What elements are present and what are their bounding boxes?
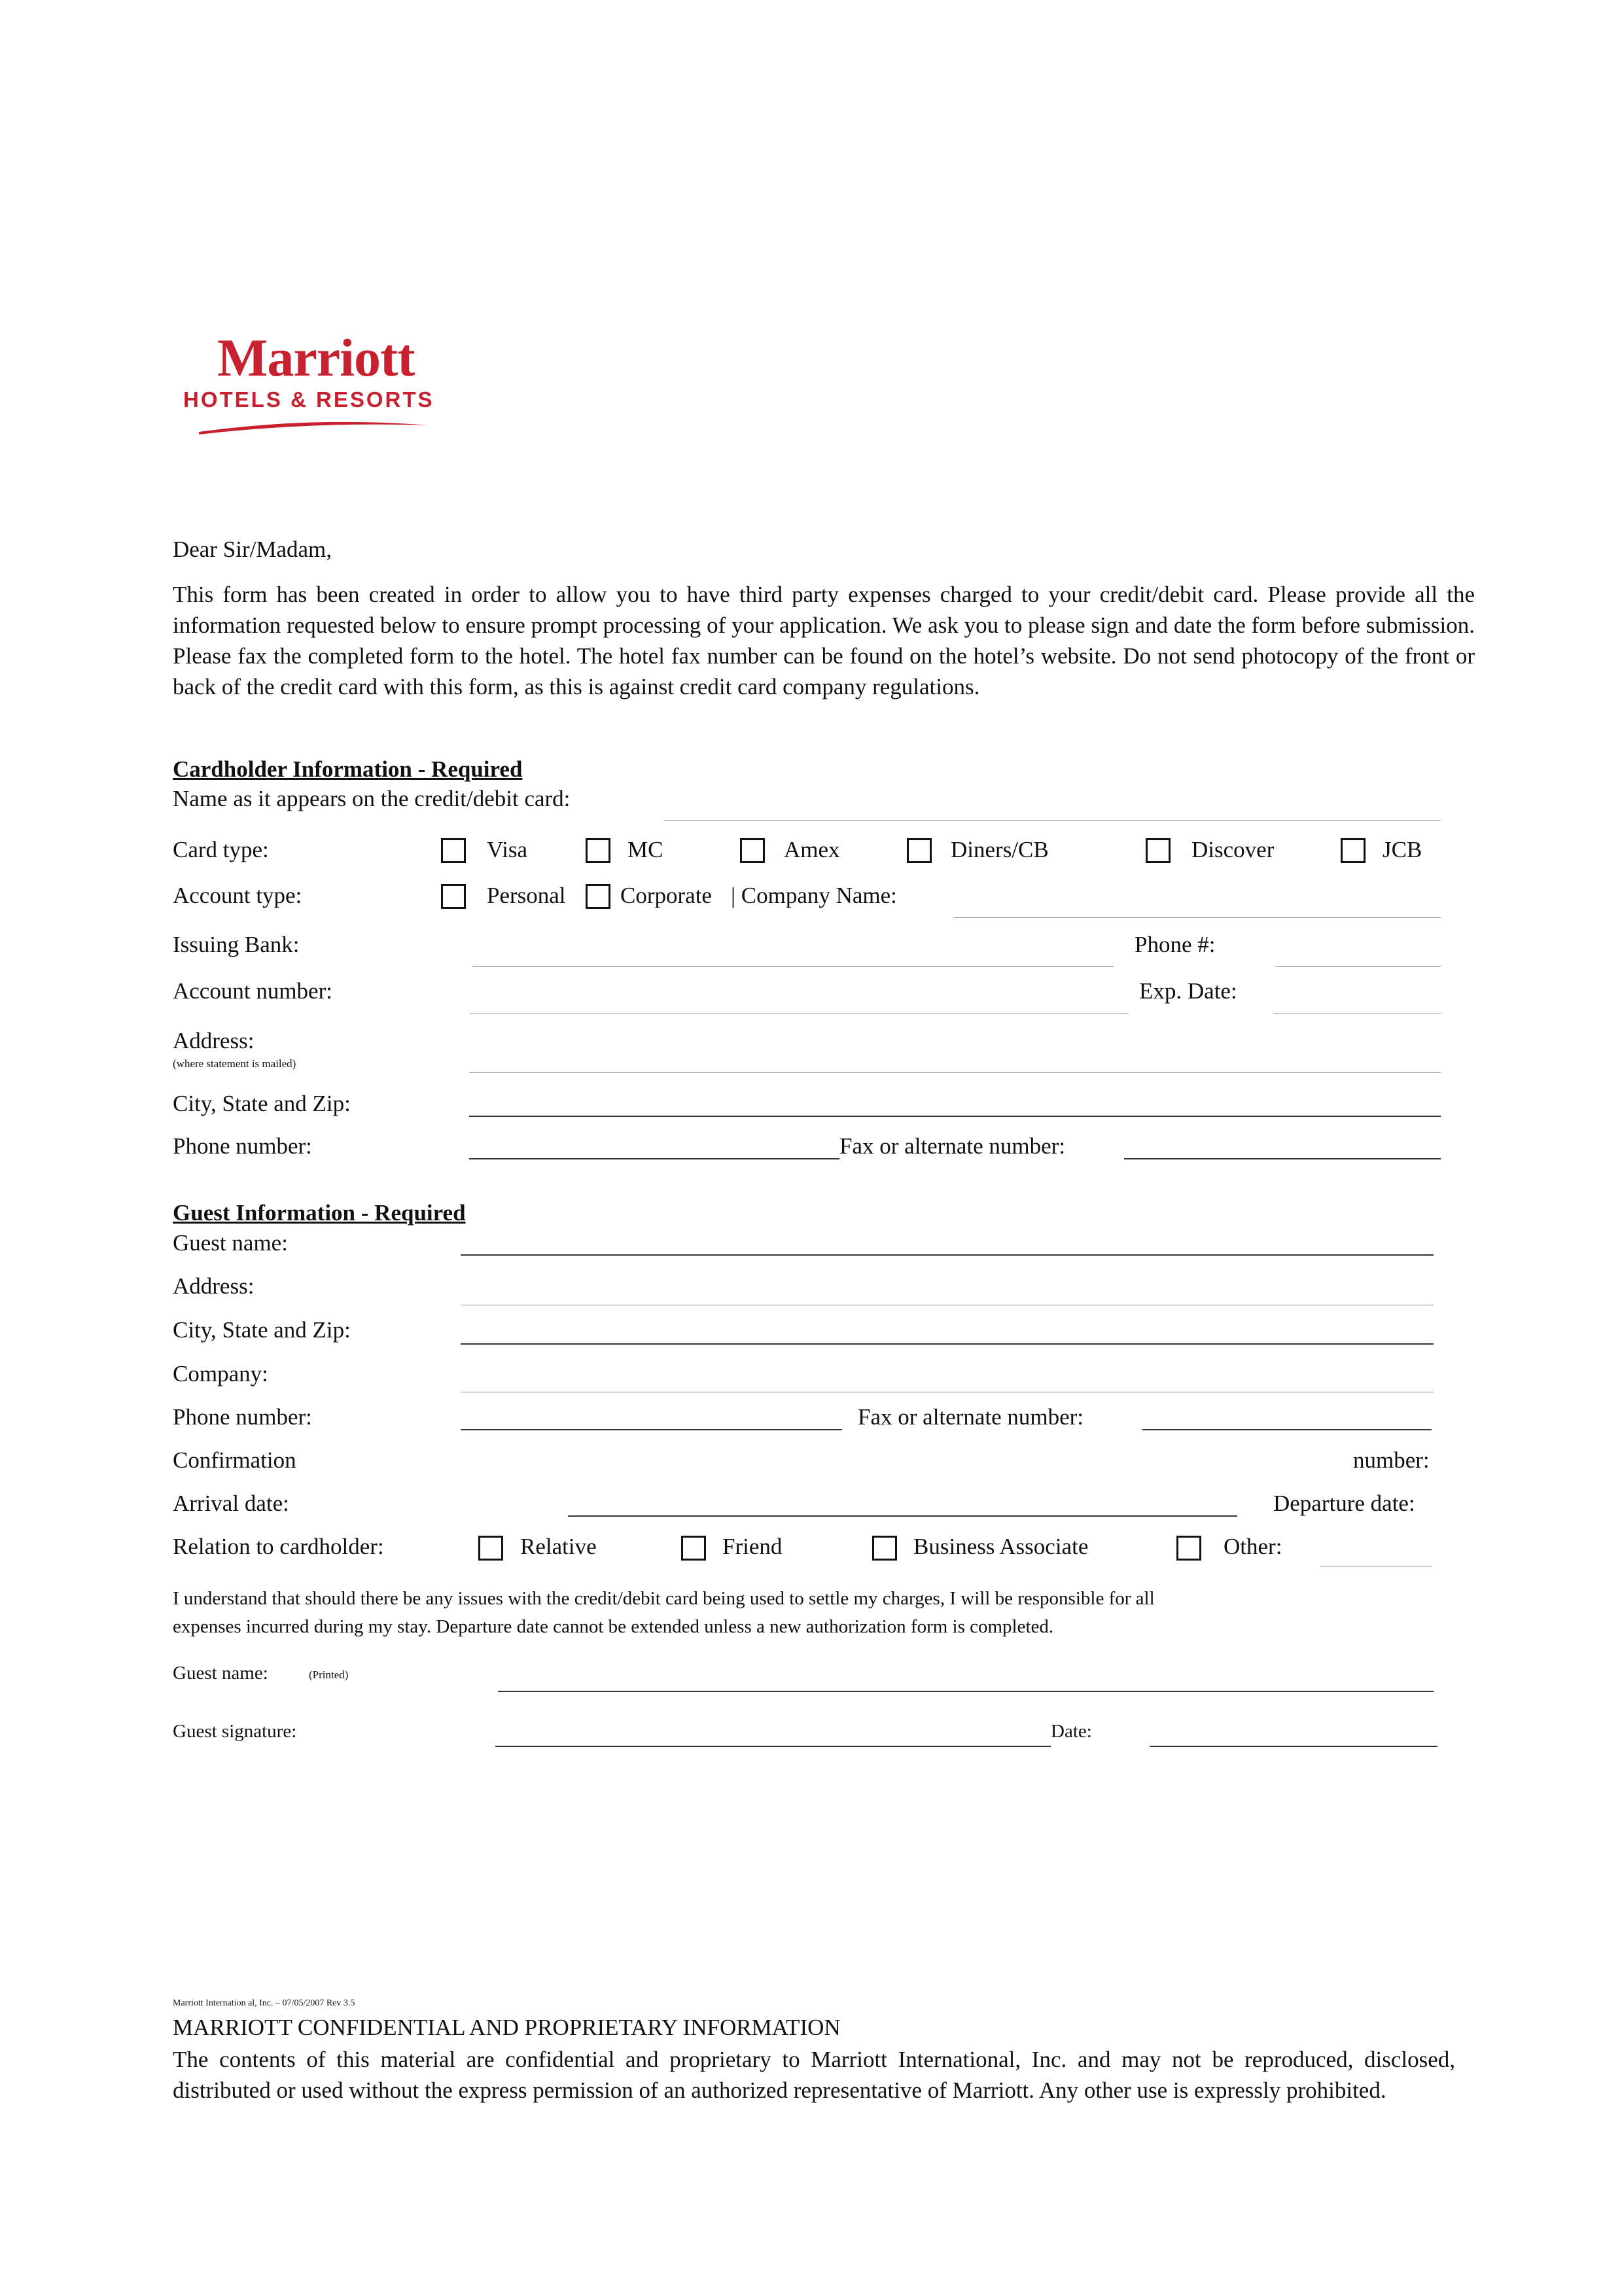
- salutation: Dear Sir/Madam,: [173, 537, 332, 562]
- signature-date-field[interactable]: [1150, 1746, 1437, 1747]
- cardholder-city-field[interactable]: [469, 1116, 1441, 1117]
- issuing-bank-label: Issuing Bank:: [173, 932, 300, 957]
- card-type-label: Card type:: [173, 837, 269, 862]
- relative-label: Relative: [520, 1534, 597, 1559]
- confidential-title: MARRIOTT CONFIDENTIAL AND PROPRIETARY INFORMATION: [173, 2015, 841, 2040]
- amex-label: Amex: [784, 837, 840, 862]
- exp-date-label: Exp. Date:: [1139, 978, 1237, 1004]
- guest-phone-field[interactable]: [461, 1429, 842, 1430]
- guest-name-field[interactable]: [461, 1254, 1434, 1256]
- responsibility-statement-line2: expenses incurred during my stay. Departure date cannot be extended unless a new authorization form is completed.: [173, 1616, 1054, 1637]
- other-label: Other:: [1224, 1534, 1282, 1559]
- guest-company-label: Company:: [173, 1361, 268, 1386]
- guest-heading: Guest Information - Required: [173, 1200, 466, 1226]
- jcb-checkbox[interactable]: [1341, 838, 1366, 863]
- phone-label: Phone number:: [173, 1133, 312, 1159]
- guest-city-label: City, State and Zip:: [173, 1317, 351, 1343]
- signature-label: Guest signature:: [173, 1721, 297, 1742]
- cardholder-address-field[interactable]: [469, 1072, 1441, 1073]
- arrival-label: Arrival date:: [173, 1491, 289, 1516]
- guest-city-field[interactable]: [461, 1343, 1434, 1345]
- business-associate-label: Business Associate: [913, 1534, 1089, 1559]
- visa-label: Visa: [487, 837, 528, 862]
- printed-note: (Printed): [309, 1669, 349, 1681]
- cardholder-fax-field[interactable]: [1124, 1158, 1441, 1159]
- logo-wordmark: Marriott: [217, 328, 415, 387]
- discover-label: Discover: [1191, 837, 1275, 862]
- discover-checkbox[interactable]: [1146, 838, 1171, 863]
- guest-phone-label: Phone number:: [173, 1404, 312, 1430]
- intro-paragraph: This form has been created in order to allow you to have third party expenses charged to your credit/debit card. Please provide all the information requested below to ensure prompt processing of your application. We ask you to please sign and date the form before submission. Please fax the completed form to the hotel. The hotel fax number can be found on the hotel’s website. Do not send photocopy of the front or back of the credit card with this form, as this is against credit card company regulations.: [173, 582, 1475, 699]
- mc-checkbox[interactable]: [586, 838, 610, 863]
- friend-checkbox[interactable]: [681, 1536, 706, 1561]
- responsibility-statement-line1: I understand that should there be any issues with the credit/debit card being used to settle my charges, I will be responsible for all: [173, 1588, 1155, 1609]
- revision-note: Marriott Internation al, Inc. – 07/05/2007 Rev 3.5: [173, 1998, 355, 2008]
- confirmation-label: Confirmation: [173, 1447, 296, 1473]
- phone-hash-label: Phone #:: [1135, 932, 1216, 957]
- cardholder-heading: Cardholder Information - Required: [173, 756, 523, 782]
- cardholder-name-label: Name as it appears on the credit/debit card:: [173, 786, 571, 811]
- business-associate-checkbox[interactable]: [872, 1536, 897, 1561]
- diners-label: Diners/CB: [951, 837, 1049, 862]
- logo-tagline: HOTELS & RESORTS: [183, 387, 434, 412]
- jcb-label: JCB: [1383, 837, 1422, 862]
- diners-checkbox[interactable]: [907, 838, 932, 863]
- cardholder-name-field[interactable]: [664, 820, 1441, 821]
- logo-swoosh-icon: [196, 419, 432, 437]
- printed-name-label: Guest name:: [173, 1663, 268, 1684]
- corporate-checkbox[interactable]: [586, 884, 610, 909]
- fax-label: Fax or alternate number:: [839, 1133, 1066, 1159]
- address-label: Address:: [173, 1028, 255, 1053]
- personal-checkbox[interactable]: [441, 884, 466, 909]
- account-type-label: Account type:: [173, 883, 302, 908]
- company-name-field[interactable]: [954, 917, 1441, 918]
- amex-checkbox[interactable]: [740, 838, 765, 863]
- personal-label: Personal: [487, 883, 566, 908]
- confirmation-number-label: number:: [1353, 1447, 1430, 1473]
- city-label: City, State and Zip:: [173, 1091, 351, 1116]
- relation-label: Relation to cardholder:: [173, 1534, 384, 1559]
- corporate-label: Corporate: [620, 883, 712, 908]
- guest-name-label: Guest name:: [173, 1230, 288, 1256]
- confidential-text: The contents of this material are confidential and proprietary to Marriott International, Inc. and may not be reproduced, disclosed, distributed or used without the express permission of an authorized representative of Marriott. Any other use is expressly prohibited.: [173, 2047, 1455, 2103]
- visa-checkbox[interactable]: [441, 838, 466, 863]
- friend-label: Friend: [722, 1534, 783, 1559]
- company-name-label: | Company Name:: [731, 883, 897, 908]
- arrival-date-field[interactable]: [568, 1515, 1237, 1517]
- departure-label: Departure date:: [1273, 1491, 1415, 1516]
- relative-checkbox[interactable]: [478, 1536, 503, 1561]
- address-note: (where statement is mailed): [173, 1057, 296, 1070]
- guest-fax-field[interactable]: [1142, 1429, 1432, 1430]
- signature-field[interactable]: [495, 1746, 1051, 1747]
- guest-address-label: Address:: [173, 1273, 255, 1299]
- issuing-bank-field[interactable]: [472, 966, 1114, 967]
- printed-name-field[interactable]: [498, 1691, 1434, 1692]
- guest-fax-label: Fax or alternate number:: [858, 1404, 1084, 1430]
- mc-label: MC: [627, 837, 663, 862]
- cardholder-phone-field[interactable]: [469, 1158, 839, 1159]
- bank-phone-field[interactable]: [1276, 966, 1441, 967]
- signature-date-label: Date:: [1051, 1721, 1092, 1742]
- other-checkbox[interactable]: [1176, 1536, 1201, 1561]
- account-number-label: Account number:: [173, 978, 332, 1004]
